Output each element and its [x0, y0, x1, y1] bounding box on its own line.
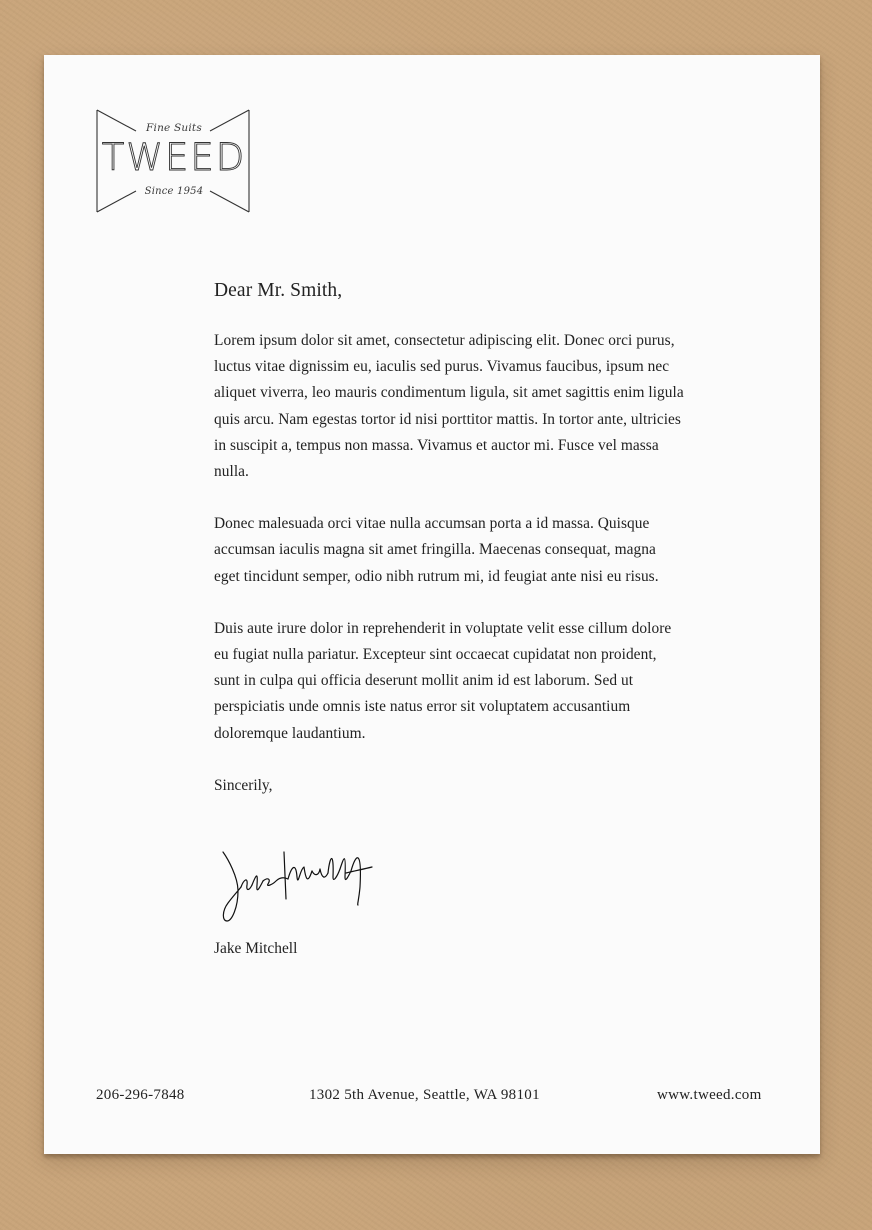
salutation: Dear Mr. Smith, — [214, 280, 343, 301]
tweed-logo — [96, 109, 252, 215]
logo-tagline-bottom: Since 1954 — [144, 186, 204, 197]
signature-icon — [216, 847, 376, 927]
paragraph-1: Lorem ipsum dolor sit amet, consectetur adipiscing elit. Donec orci purus, luctus vitae dignissim eu, iaculis sed purus. Vivamus faucibus, ipsum nec aliquet viverra, leo mauris condimentum ligula, sit amet sagittis enim ligula quis arcu. Nam egestas tortor id nisi porttitor mattis. In tortor ante, ultricies in suscipit a, tempus non massa. Vivamus et auctor mi. Fusce vel massa nulla. — [214, 332, 684, 481]
logo-tagline-top: Fine Suits — [146, 122, 202, 134]
footer-address: 1302 5th Avenue, Seattle, WA 98101 — [309, 1087, 540, 1103]
letter-body — [214, 279, 684, 799]
logo-brand-name: TWEED — [101, 136, 247, 179]
paragraph-3: Duis aute irure dolor in reprehenderit in voluptate velit esse cillum dolore eu fugiat nulla pariatur. Excepteur sint occaecat cupidatat non proident, sunt in culpa qui officia deserunt mollit anim id est laborum. Sed ut perspiciatis unde omnis iste natus error sit voluptatem accusantium doloremque laudantium. — [214, 619, 672, 742]
footer-phone: 206-296-7848 — [96, 1087, 185, 1103]
closing: Sincerily, — [214, 776, 273, 794]
letterhead-page — [44, 55, 820, 1154]
paragraph-2: Donec malesuada orci vitae nulla accumsan porta a id massa. Quisque accumsan iaculis magna sit amet fringilla. Maecenas consequat, magna eget tincidunt semper, odio nibh rutrum mi, id feugiat ante nisi eu risus. — [214, 515, 659, 585]
signer-name: Jake Mitchell — [214, 940, 298, 957]
footer-website-link[interactable]: www.tweed.com — [657, 1087, 762, 1103]
handwritten-signature — [216, 847, 376, 927]
